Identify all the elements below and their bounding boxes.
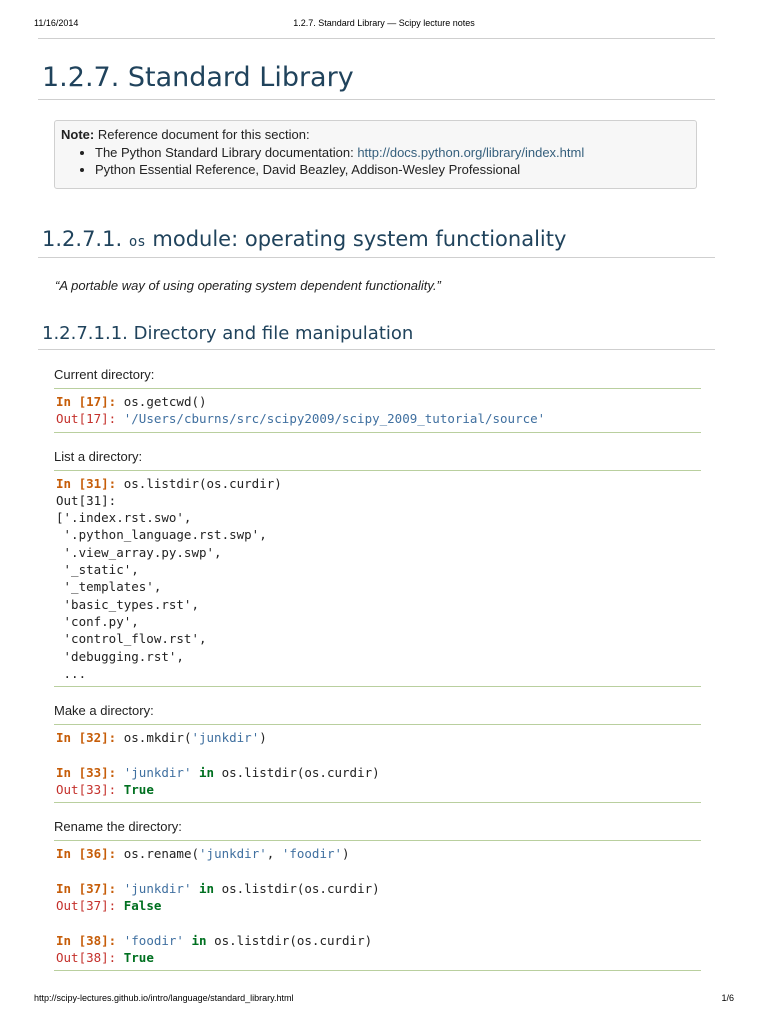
list-item-text: Python Essential Reference, David Beazley, Addison-Wesley Professional [95, 162, 521, 177]
output-value: Out[31]: ['.index.rst.swo', '.python_language.rst.swp', '.view_array.py.swp', '_static', '_templates', 'basic_types.rst', 'conf.py', 'control_flow.rst', 'debugging.rst', ... [56, 492, 267, 681]
input-prompt: In [33]: [56, 764, 117, 780]
section-number: 1.2.7.1. [42, 227, 123, 251]
output-value: True [123, 950, 154, 966]
code-block-rename [54, 840, 701, 971]
code-string: 'junkdir' [191, 730, 260, 746]
list-directory-label: List a directory: [54, 448, 143, 464]
code-string: 'junkdir' [123, 764, 192, 780]
document-content [38, 38, 715, 971]
code-string: 'junkdir' [199, 846, 267, 862]
print-date: 11/16/2014 [34, 18, 79, 28]
code-text: os.listdir(os.curdir) [206, 932, 373, 948]
code-text: os.rename( [116, 846, 200, 862]
code-block-listdir [54, 470, 701, 688]
output-prompt: Out[17]: [56, 411, 117, 427]
output-value: False [123, 898, 162, 914]
note-text: Reference document for this section: [97, 127, 310, 142]
code-block-mkdir [54, 724, 701, 803]
code-text: os.listdir(os.curdir) [214, 880, 380, 896]
code-keyword: in [199, 764, 215, 780]
output-prompt: Out[38]: [56, 950, 117, 966]
quote: “A portable way of using operating system dependent functionality.” [55, 278, 441, 293]
input-prompt: In [32]: [56, 730, 117, 746]
note-list [61, 144, 688, 178]
page-title: 1.2.7. Standard Library [38, 38, 715, 100]
list-item [95, 144, 688, 161]
output-value: '/Users/cburns/src/scipy2009/scipy_2009_tutorial/source' [123, 411, 546, 427]
code-string: 'junkdir' [123, 880, 192, 896]
output-prompt: Out[37]: [56, 898, 117, 914]
code-text: ) [259, 730, 267, 746]
list-item [95, 161, 688, 178]
python-docs-link[interactable]: http://docs.python.org/library/index.html [357, 145, 585, 160]
print-header [34, 18, 734, 32]
section-title: module: operating system functionality [152, 227, 567, 251]
current-directory-label: Current directory: [54, 367, 155, 382]
page-number: 1/6 [721, 993, 734, 1003]
code-block-getcwd [54, 388, 701, 433]
code-text: os.getcwd() [116, 394, 207, 409]
code-string: 'foodir' [281, 846, 343, 862]
note-title: Note: [61, 127, 95, 142]
print-footer [34, 993, 734, 1007]
code-text: , [266, 846, 282, 862]
subsection-heading: 1.2.7.1.1. Directory and file manipulation [38, 323, 715, 350]
list-item-text: The Python Standard Library documentation: [95, 145, 358, 160]
code-text: os.listdir(os.curdir) [214, 764, 380, 780]
code-text: os.mkdir( [116, 730, 192, 746]
code-keyword: in [191, 932, 207, 948]
print-url: http://scipy-lectures.github.io/intro/language/standard_library.html [34, 993, 294, 1003]
input-prompt: In [31]: [56, 475, 117, 491]
code-text: ) [342, 846, 350, 862]
input-prompt: In [17]: [56, 394, 117, 409]
note-box [54, 120, 697, 189]
section-heading [38, 227, 715, 258]
code-text: os.listdir(os.curdir) [116, 475, 282, 491]
input-prompt: In [37]: [56, 880, 117, 896]
header-rule [38, 38, 715, 39]
input-prompt: In [36]: [56, 846, 117, 862]
output-value: True [123, 782, 154, 798]
code-string: 'foodir' [123, 932, 184, 948]
input-prompt: In [38]: [56, 932, 117, 948]
rename-directory-label: Rename the directory: [54, 819, 182, 835]
code-keyword: in [199, 880, 215, 896]
make-directory-label: Make a directory: [54, 703, 154, 719]
output-prompt: Out[33]: [56, 782, 117, 798]
section-code: os [128, 234, 146, 250]
print-page-title: 1.2.7. Standard Library — Scipy lecture notes [293, 18, 475, 28]
